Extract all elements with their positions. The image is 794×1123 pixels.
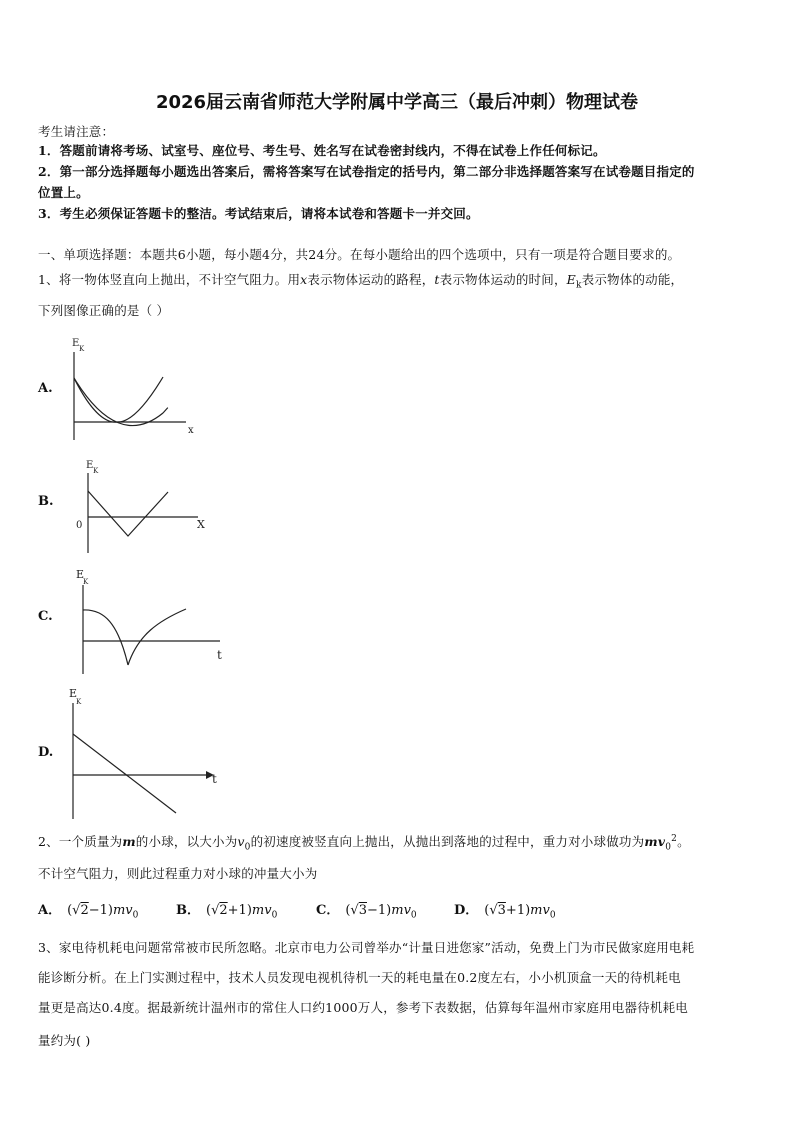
svg-text:E: E (86, 460, 94, 471)
question-2-stem-cont: 不计空气阻力，则此过程重力对小球的冲量大小为 (38, 866, 318, 881)
svg-text:t: t (217, 648, 222, 662)
option-c-graph (66, 563, 236, 678)
question-2-stem: 2、一个质量为m的小球，以大小为$v_0$的初速度被竖直向上抛出，从抛出到落地的过程中，重力对小球做功为$mv_0^2$。 (38, 833, 690, 853)
q2-option-a: A． $(√2-1)mv_0$ (38, 903, 139, 921)
option-c-label: C. (38, 609, 53, 624)
notice-item-2-cont: 位置上。 (38, 185, 89, 200)
question-3-line-1: 3、家电待机耗电问题常常被市民所忽略。北京市电力公司曾举办“计量日进您家”活动，免费上门为市民做家庭用电耗 (38, 940, 695, 955)
svg-text:E: E (69, 687, 78, 700)
section-heading: 一、单项选择题：本题共6小题，每小题4分，共24分。在每小题给出的四个选项中，只有一项是符合题目要求的。 (38, 247, 681, 262)
question-3-line-4: 量约为( ) (38, 1033, 91, 1048)
svg-text:K: K (79, 345, 85, 353)
q2-option-d: D． $(√3+1)mv_0$ (454, 903, 556, 921)
notice-heading: 考生请注意： (38, 124, 115, 139)
svg-text:K: K (83, 578, 89, 586)
notice-item-3: 3．考生必须保证答题卡的整洁。考试结束后，请将本试卷和答题卡一并交回。 (38, 206, 479, 221)
q2-option-b: B． $(√2+1)mv_0$ (176, 903, 278, 921)
svg-text:E: E (76, 568, 85, 581)
svg-text:K: K (93, 467, 99, 475)
svg-text:X: X (197, 518, 205, 531)
option-b-graph (70, 455, 220, 557)
svg-text:t: t (212, 772, 217, 786)
svg-text:x: x (188, 425, 194, 436)
svg-text:K: K (76, 698, 82, 706)
svg-text:E: E (72, 338, 80, 349)
q2-option-c: C． $(√3-1)mv_0$ (316, 903, 417, 921)
notice-item-1: 1．答题前请将考场、试室号、座位号、考生号、姓名写在试卷密封线内，不得在试卷上作任何标记。 (38, 143, 606, 158)
question-1-stem: 1、将一物体竖直向上抛出，不计空气阻力。用x表示物体运动的路程，t表示物体运动的时间，$E_k$表示物体的动能， (38, 272, 684, 291)
question-3-line-2: 能诊断分析。在上门实测过程中，技术人员发现电视机待机一天的耗电量在0.2度左右，小小机顶盒一天的待机耗电 (38, 970, 681, 985)
option-a-graph (60, 332, 210, 444)
page-title: 2026届云南省师范大学附属中学高三（最后冲刺）物理试卷 (155, 92, 639, 113)
option-d-graph (64, 683, 234, 823)
option-d-label: D. (38, 745, 54, 760)
option-a-label: A. (38, 381, 53, 396)
question-3-line-3: 量更是高达0.4度。据最新统计温州市的常住人口约1000万人，参考下表数据，估算每年温州市家庭用电器待机耗电 (38, 1000, 688, 1015)
question-1-stem-cont: 下列图像正确的是（ ） (38, 303, 170, 318)
option-b-label: B. (38, 494, 54, 509)
svg-text:0: 0 (76, 520, 83, 531)
notice-item-2: 2．第一部分选择题每小题选出答案后，需将答案写在试卷指定的括号内，第二部分非选择题答案写在试卷题目指定的 (38, 164, 695, 179)
